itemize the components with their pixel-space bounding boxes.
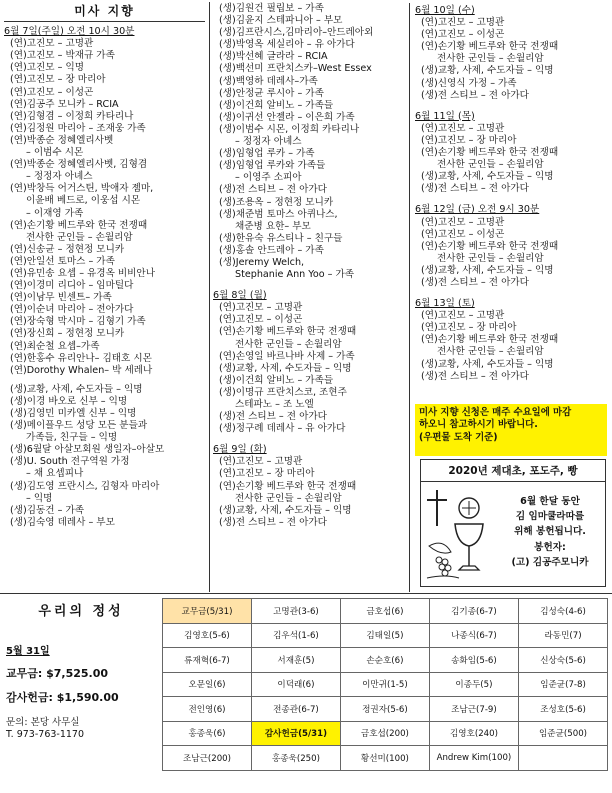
- intention-continuation: 이윤배 베드로, 이웅섭 시몬: [26, 195, 141, 207]
- offering-line: 위해 봉헌됩니다.: [514, 526, 586, 538]
- donor-cell: 이만귀(1-5): [340, 672, 429, 697]
- mass-list-2: [213, 3, 409, 529]
- donor-cell: 홍종욱(6): [163, 721, 252, 746]
- intention-item: (연)Dorothy Whalen– 박 세레나: [10, 364, 153, 376]
- intention-item: (연)손기황 베드루와 한국 전쟁때: [219, 480, 357, 492]
- pledge-date: 5월 31일: [6, 646, 50, 657]
- donor-cell: 홍종욱(250): [251, 746, 340, 771]
- intention-continuation: 전사한 군인들 – 손월리암: [437, 159, 544, 171]
- donor-cell: 황선미(100): [340, 746, 429, 771]
- donor-cell: 조성호(5-6): [519, 697, 608, 722]
- donor-cell: 전종관(6-7): [251, 697, 340, 722]
- donor-cell: 김영호(5-6): [163, 623, 252, 648]
- intention-continuation: – 정정자 아녜스: [26, 171, 93, 183]
- intention-item: (연)손영일 바르나바 사제 – 가족: [219, 350, 355, 362]
- intention-continuation: – 이재영 가족: [26, 207, 84, 219]
- donor-cell: 손순호(6): [340, 648, 429, 673]
- intention-item: (생)교황, 사제, 수도자들 – 익명: [219, 362, 352, 374]
- intention-item: (생)이범수 시몬, 이정희 카타리나: [219, 123, 360, 135]
- mass-date: 6월 9일 (화): [213, 444, 267, 456]
- intention-item: (생)박영옥 세실리아 – 유 아가다: [219, 39, 355, 51]
- intention-continuation: – 이범수 시몬: [26, 147, 84, 159]
- donor-cell: 이덕래(6): [251, 672, 340, 697]
- donor-cell: 오문일(6): [163, 672, 252, 697]
- spacer: [415, 195, 607, 202]
- spacer: [415, 102, 607, 109]
- intention-item: (연)고진모 – 장 마리아: [10, 74, 106, 86]
- mass-list-1: [4, 26, 209, 529]
- offering-line: 김 임마쿨라따를: [515, 511, 585, 523]
- intention-continuation: 가족들, 친구들 – 익명: [26, 432, 118, 444]
- intention-continuation: 전사한 군인들 – 손월리암: [26, 231, 133, 243]
- deadline-notice: [415, 404, 607, 456]
- donor-cell: 신상숙(5-6): [519, 648, 608, 673]
- intention-item: (연)고진모 – 장 마리아: [219, 468, 315, 480]
- spacer: [415, 289, 607, 296]
- mass-column-2: [213, 3, 410, 592]
- intention-item: (생)한유숙 유스티나 – 친구들: [219, 232, 343, 244]
- intention-item: (생)교황, 사제, 수도자들 – 익명: [10, 383, 143, 395]
- intention-item: (생)전 스티브 – 전 아가다: [421, 276, 529, 288]
- intention-item: (연)안일선 토마스 – 가족: [10, 255, 115, 267]
- intention-item: (생)전 스티브 – 전 아가다: [421, 370, 529, 382]
- intention-item: (생)이건희 알비노 – 가족들: [219, 374, 334, 386]
- donor-cell: [519, 746, 608, 771]
- intention-item: (연)고진모 – 장 마리아: [421, 322, 517, 334]
- notice-line: 하오니 참고하시기 바랍니다.: [419, 419, 538, 431]
- mass-intention-title: 미사 지향: [4, 2, 205, 22]
- intention-item: (연)신송균 – 정현정 모니카: [10, 243, 125, 255]
- intention-item: (연)김공주 모니카 – RCIA: [10, 98, 119, 110]
- intention-item: (생)이경 바오로 신부 – 익명: [10, 395, 128, 407]
- intention-item: (생)조용옥 – 정현정 모니카: [219, 196, 334, 208]
- mass-date: 6월 7일(주일) 오전 10시 30분: [4, 26, 135, 38]
- intention-item: (연)박종순 정혜엘리사벳: [10, 134, 114, 146]
- donor-grid: [162, 598, 608, 771]
- mass-date: 6월 8일 (월): [213, 290, 267, 302]
- donor-row: [163, 648, 608, 673]
- donor-cell: 이종두(5): [429, 672, 518, 697]
- intention-item: (생)교황, 사제, 수도자들 – 익명: [421, 358, 554, 370]
- intention-continuation: – 채 요셉피나: [26, 468, 84, 480]
- intention-item: (연)한홍수 유리안나– 김태호 시몬: [10, 352, 152, 364]
- intention-item: (연)고진모 – 고명관: [219, 302, 303, 314]
- mass-list-3: [415, 5, 607, 383]
- intention-item: (연)고진모 – 고명관: [10, 38, 94, 50]
- spacer: [213, 281, 409, 288]
- intention-item: (생)U. South 전구역원 가정: [10, 456, 130, 468]
- collection-total: 교무금: $7,525.00: [6, 667, 109, 680]
- intention-item: (연)김형겸 – 이정희 카타리나: [10, 110, 134, 122]
- intention-item: (생)백선미 프란치스카–West Essex: [219, 63, 372, 75]
- intention-continuation: 전사한 군인들 – 손월리암: [437, 346, 544, 358]
- intention-continuation: 전사한 군인들 – 손월리암: [235, 492, 342, 504]
- chalice-grapes-image: [425, 486, 495, 582]
- intention-item: (연)장신희 – 정현정 모니카: [10, 328, 125, 340]
- mass-date: 6월 12일 (금) 오전 9시 30분: [415, 204, 540, 216]
- intention-item: (연)고진모 – 고명관: [219, 456, 303, 468]
- intention-item: (연)고진모 – 익명: [10, 62, 84, 74]
- contact-office: 문의: 본당 사무실: [6, 717, 80, 728]
- intention-item: (연)고진모 – 이성곤: [421, 228, 505, 240]
- pledge-title: 우리의 정성: [38, 604, 124, 619]
- intention-item: (연)손기황 베드루와 한국 전쟁때: [421, 41, 559, 53]
- intention-item: (생)김원건 필립보 – 가족: [219, 3, 324, 14]
- intention-continuation: 전사한 군인들 – 손월리암: [437, 53, 544, 65]
- intention-item: (생)교황, 사제, 수도자들 – 익명: [219, 504, 352, 516]
- intention-item: (생)이건희 알비노 – 가족들: [219, 99, 334, 111]
- intention-item: (생)전 스티브 – 전 아가다: [219, 516, 327, 528]
- intention-item: (연)장숙형 막시마 – 김형기 가족: [10, 316, 146, 328]
- donor-cell: 금호섭(200): [340, 721, 429, 746]
- intention-item: (생)전 스티브 – 전 아가다: [421, 89, 529, 101]
- offering-text: [495, 494, 605, 570]
- donor-cell: 김태일(5): [340, 623, 429, 648]
- spacer: [4, 377, 209, 384]
- intention-item: (연)손기황 베드루와 한국 전쟁때: [219, 326, 357, 338]
- donor-cell: 감사헌금(5/31): [251, 721, 340, 746]
- intention-continuation: – 이영주 소피아: [235, 172, 302, 184]
- intention-item: (연)손기황 베드루와 한국 전쟁때: [10, 219, 148, 231]
- donor-cell: 김우석(1-6): [251, 623, 340, 648]
- intention-continuation: Stephanie Ann Yoo – 가족: [235, 269, 355, 281]
- intention-item: (생)김도영 프란시스, 김형자 마리아: [10, 480, 160, 492]
- donor-cell: 라동민(7): [519, 623, 608, 648]
- donor-row: [163, 623, 608, 648]
- intention-item: (연)유민송 요셉 – 유경옥 비비안나: [10, 267, 155, 279]
- intention-item: (연)최순철 요셉–가족: [10, 340, 100, 352]
- donor-row: [163, 697, 608, 722]
- offering-box: [420, 459, 606, 587]
- donor-row: [163, 672, 608, 697]
- donor-cell: 고명관(3-6): [251, 599, 340, 624]
- intention-item: (연)고진모 – 고명관: [421, 216, 505, 228]
- donor-cell: 나종식(6-7): [429, 623, 518, 648]
- intention-item: (연)고진모 – 이성곤: [219, 314, 303, 326]
- donor-cell: 김기종(6-7): [429, 599, 518, 624]
- donor-cell: Andrew Kim(100): [429, 746, 518, 771]
- intention-item: (생)교황, 사제, 수도자들 – 익명: [421, 171, 554, 183]
- intention-item: (생)채준범 토마스 아퀴나스,: [219, 208, 338, 220]
- intention-item: (생)교황, 사제, 수도자들 – 익명: [421, 65, 554, 77]
- offering-line: (고) 김공주모니카: [511, 556, 589, 568]
- donor-cell: 송화임(5-6): [429, 648, 518, 673]
- donor-cell: 김성숙(4-6): [519, 599, 608, 624]
- intention-item: (생)전 스티브 – 전 아가다: [219, 184, 327, 196]
- intention-item: (생)신영식 가정 – 가족: [421, 77, 517, 89]
- donor-cell: 김영호(240): [429, 721, 518, 746]
- donor-cell: 임준균(7-8): [519, 672, 608, 697]
- pledge-section: [0, 593, 612, 793]
- donor-cell: 금호섭(6): [340, 599, 429, 624]
- donor-cell: 조남근(200): [163, 746, 252, 771]
- intention-item: (생)홍솔 안드레아 – 가족: [219, 244, 324, 256]
- notice-line: 미사 지향 신청은 매주 수요일에 마감: [419, 407, 572, 418]
- intention-item: (연)고진모 – 고명관: [421, 17, 505, 29]
- intention-continuation: 전사한 군인들 – 손월리암: [235, 338, 342, 350]
- intention-item: (연)손기황 베드루와 한국 전쟁때: [421, 240, 559, 252]
- intention-item: (생)임형업 루카 – 가족: [219, 148, 315, 160]
- intention-item: (생)정구례 데레사 – 유 아가다: [219, 423, 346, 435]
- contact-phone: T. 973-763-1170: [6, 729, 85, 740]
- intention-item: (생)교황, 사제, 수도자들 – 익명: [421, 264, 554, 276]
- donor-row: [163, 746, 608, 771]
- intention-item: (생)박선혜 글라라 – RCIA: [219, 51, 328, 63]
- intention-item: (연)고진모 – 박재규 가족: [10, 50, 115, 62]
- donor-cell: 전인영(6): [163, 697, 252, 722]
- donor-row: [163, 721, 608, 746]
- donor-cell: 교무금(5/31): [163, 599, 252, 624]
- donor-cell: 류재혁(6-7): [163, 648, 252, 673]
- intention-item: (생)6월달 아살모회원 생일자–아살모: [10, 444, 165, 456]
- intention-item: (연)김정원 마리아 – 조재웅 가족: [10, 122, 146, 134]
- mass-date: 6월 13일 (토): [415, 298, 475, 310]
- donor-cell: 서재훈(5): [251, 648, 340, 673]
- intention-item: (생)이귀선 안젤라 – 이은희 가족: [219, 111, 355, 123]
- intention-continuation: 스테파노 – 조 노엘: [235, 399, 314, 410]
- intention-item: (연)고진모 – 이성곤: [10, 86, 94, 98]
- intention-item: (연)이순녀 마리아 – 전아가다: [10, 304, 134, 316]
- mass-date: 6월 11일 (목): [415, 110, 475, 122]
- donor-row: [163, 599, 608, 624]
- intention-item: (연)고진모 – 장 마리아: [421, 134, 517, 146]
- intention-item: (생)김프란시스,김마리아–안드레아외: [219, 27, 374, 39]
- intention-item: (생)김윤지 스테파니아 – 부모: [219, 15, 343, 27]
- intention-item: (생)김동건 – 가족: [10, 504, 84, 516]
- intention-item: (생)Jeremy Welch,: [219, 256, 305, 268]
- intention-item: (생)백영하 데레사–가족: [219, 75, 318, 87]
- intention-item: (연)손기황 베드루와 한국 전쟁때: [421, 147, 559, 159]
- intention-item: (연)고진모 – 이성곤: [421, 29, 505, 41]
- mass-column-3: [415, 3, 607, 383]
- intention-item: (생)김숙영 데레사 – 부모: [10, 516, 115, 528]
- intention-item: (생)전 스티브 – 전 아가다: [421, 183, 529, 195]
- donor-cell: 정권자(5-6): [340, 697, 429, 722]
- intention-continuation: – 익명: [26, 492, 53, 504]
- donor-cell: 임준균(500): [519, 721, 608, 746]
- intention-item: (생)전 스티브 – 전 아가다: [219, 411, 327, 423]
- intention-continuation: 전사한 군인들 – 손월리암: [437, 252, 544, 264]
- offering-title: 2020년 제대초, 포도주, 빵: [421, 460, 605, 482]
- intention-item: (연)박창득 어거스틴, 박애자 젬마,: [10, 183, 154, 195]
- intention-item: (연)박종순 정혜엘리사벳, 김형겸: [10, 159, 148, 171]
- intention-item: (생)메이플우드 성당 모든 분들과: [10, 420, 148, 432]
- intention-item: (연)고진모 – 고명관: [421, 122, 505, 134]
- intention-continuation: – 정정자 아녜스: [235, 136, 302, 148]
- thanks-total: 감사헌금: $1,590.00: [6, 691, 119, 704]
- intention-item: (연)이남무 빈센트– 가족: [10, 292, 112, 304]
- intention-item: (연)손기황 베드루와 한국 전쟁때: [421, 334, 559, 346]
- intention-item: (생)안정균 루시아 – 가족: [219, 87, 324, 99]
- notice-line: (우편물 도착 기준): [419, 431, 498, 443]
- intention-item: (연)고진모 – 고명관: [421, 310, 505, 322]
- intention-item: (생)임형업 루카와 가족들: [219, 160, 326, 172]
- offering-line: 6월 한달 동안: [520, 496, 580, 507]
- spacer: [213, 435, 409, 442]
- intention-item: (생)김영민 미카엘 신부 – 익명: [10, 408, 137, 419]
- intention-item: (생)이명규 프란치스코, 조현주: [219, 386, 347, 398]
- intention-continuation: 채준병 요한– 부모: [235, 220, 311, 232]
- donor-cell: 조남근(7-9): [429, 697, 518, 722]
- mass-column-1: [4, 2, 210, 592]
- offering-line: 봉헌자:: [534, 541, 566, 553]
- intention-item: (연)이경미 리디아 – 임마틸다: [10, 280, 134, 292]
- mass-date: 6월 10일 (수): [415, 5, 475, 16]
